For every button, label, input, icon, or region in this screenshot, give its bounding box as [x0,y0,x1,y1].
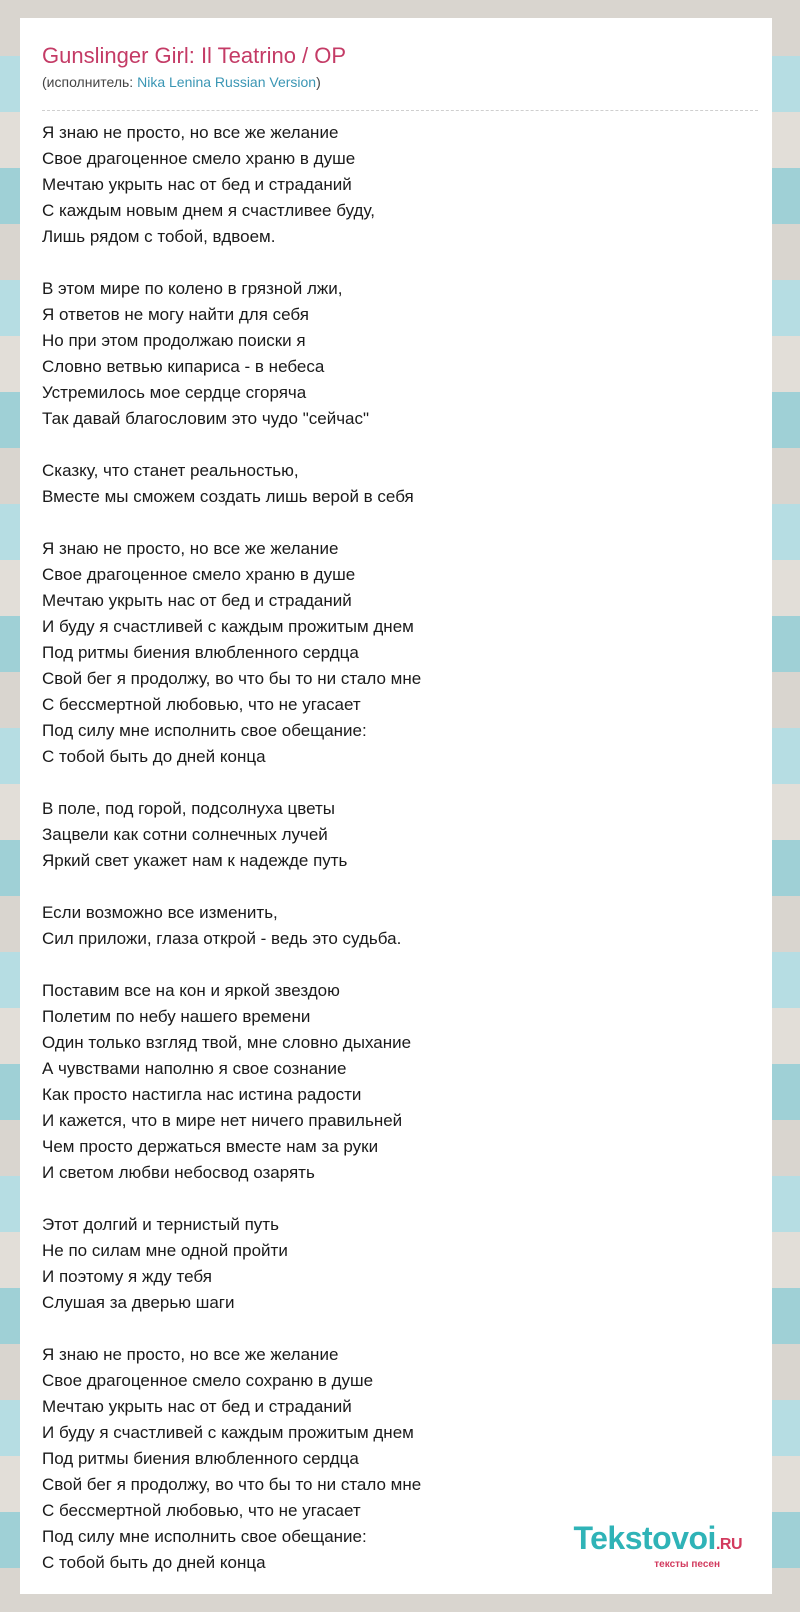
lyric-line: Так давай благословим это чудо "сейчас" [42,409,370,428]
lyric-line: Сил приложи, глаза открой - ведь это судьба. [42,929,402,948]
stanza-gap [42,250,758,276]
stanza-gap [42,952,758,978]
lyric-line: Под силу мне исполнить свое обещание: [42,721,367,740]
lyric-line: С тобой быть до дней конца [42,747,266,766]
stanza-gap [42,1316,758,1342]
lyric-line: Один только взгляд твой, мне словно дыхание [42,1033,412,1052]
stanza-gap [42,510,758,536]
lyric-line: Слушая за дверью шаги [42,1293,235,1312]
logo-name: Tekstovoi [573,1520,716,1556]
lyric-line: И кажется, что в мире нет ничего правильней [42,1111,403,1130]
lyric-line: Если возможно все изменить, [42,903,278,922]
lyric-line: С бессмертной любовью, что не угасает [42,1501,361,1520]
lyric-line: С каждым новым днем я счастливее буду, [42,201,375,220]
lyric-line: Свое драгоценное смело сохраню в душе [42,1371,374,1390]
lyric-line: И поэтому я жду тебя [42,1267,212,1286]
lyric-line: И светом любви небосвод озарять [42,1163,315,1182]
lyric-line: Свой бег я продолжу, во что бы то ни стало мне [42,1475,422,1494]
lyric-line: Я ответов не могу найти для себя [42,305,309,324]
lyric-line: Вместе мы сможем создать лишь верой в себя [42,487,414,506]
lyric-line: Яркий свет укажет нам к надежде путь [42,851,348,870]
logo-tld: .RU [715,1536,742,1553]
artist-link[interactable]: Nika Lenina Russian Version [137,74,317,90]
lyric-line: Поставим все на кон и яркой звездою [42,981,340,1000]
lyric-line: Свое драгоценное смело храню в душе [42,565,356,584]
lyric-line: Чем просто держаться вместе нам за руки [42,1137,379,1156]
lyric-line: Полетим по небу нашего времени [42,1007,311,1026]
lyric-line: А чувствами наполню я свое сознание [42,1059,347,1078]
lyric-line: Зацвели как сотни солнечных лучей [42,825,328,844]
lyric-line: Мечтаю укрыть нас от бед и страданий [42,591,352,610]
stanza-gap [42,432,758,458]
lyrics-text [42,120,758,1576]
lyric-line: Мечтаю укрыть нас от бед и страданий [42,1397,352,1416]
stanza-gap [42,770,758,796]
stanza-gap [42,874,758,900]
lyric-line: Я знаю не просто, но все же желание [42,123,339,142]
site-logo[interactable] [573,1522,742,1570]
lyric-line: Я знаю не просто, но все же желание [42,539,339,558]
lyric-line: И буду я счастливей с каждым прожитым днем [42,617,414,636]
lyric-line: С тобой быть до дней конца [42,1553,266,1572]
logo-tagline: тексты песен [654,1559,720,1570]
lyric-line: Под силу мне исполнить свое обещание: [42,1527,367,1546]
lyric-line: Под ритмы биения влюбленного сердца [42,1449,359,1468]
lyric-line: В этом мире по колено в грязной лжи, [42,279,343,298]
lyric-line: Свое драгоценное смело храню в душе [42,149,356,168]
lyric-line: С бессмертной любовью, что не угасает [42,695,361,714]
lyric-line: В поле, под горой, подсолнуха цветы [42,799,335,818]
lyric-line: Сказку, что станет реальностью, [42,461,299,480]
logo-wordmark [573,1522,742,1561]
lyric-line: Как просто настигла нас истина радости [42,1085,362,1104]
lyric-line: Устремилось мое сердце сгоряча [42,383,307,402]
lyric-line: И буду я счастливей с каждым прожитым днем [42,1423,414,1442]
lyric-line: Этот долгий и тернистый путь [42,1215,279,1234]
subtitle-suffix: ) [316,74,321,90]
song-header [42,42,758,92]
header-divider [42,110,758,111]
song-title: Gunslinger Girl: Il Teatrino / OP [42,43,347,68]
lyric-line: Не по силам мне одной пройти [42,1241,288,1260]
lyric-line: Словно ветвью кипариса - в небеса [42,357,325,376]
lyrics-card [20,18,772,1594]
lyric-line: Свой бег я продолжу, во что бы то ни стало мне [42,669,422,688]
lyric-line: Под ритмы биения влюбленного сердца [42,643,359,662]
lyric-line: Но при этом продолжаю поиски я [42,331,306,350]
lyric-line: Мечтаю укрыть нас от бед и страданий [42,175,352,194]
stanza-gap [42,1186,758,1212]
subtitle-prefix: (исполнитель: [42,74,138,90]
lyric-line: Я знаю не просто, но все же желание [42,1345,339,1364]
lyric-line: Лишь рядом с тобой, вдвоем. [42,227,276,246]
song-subtitle [42,72,758,92]
